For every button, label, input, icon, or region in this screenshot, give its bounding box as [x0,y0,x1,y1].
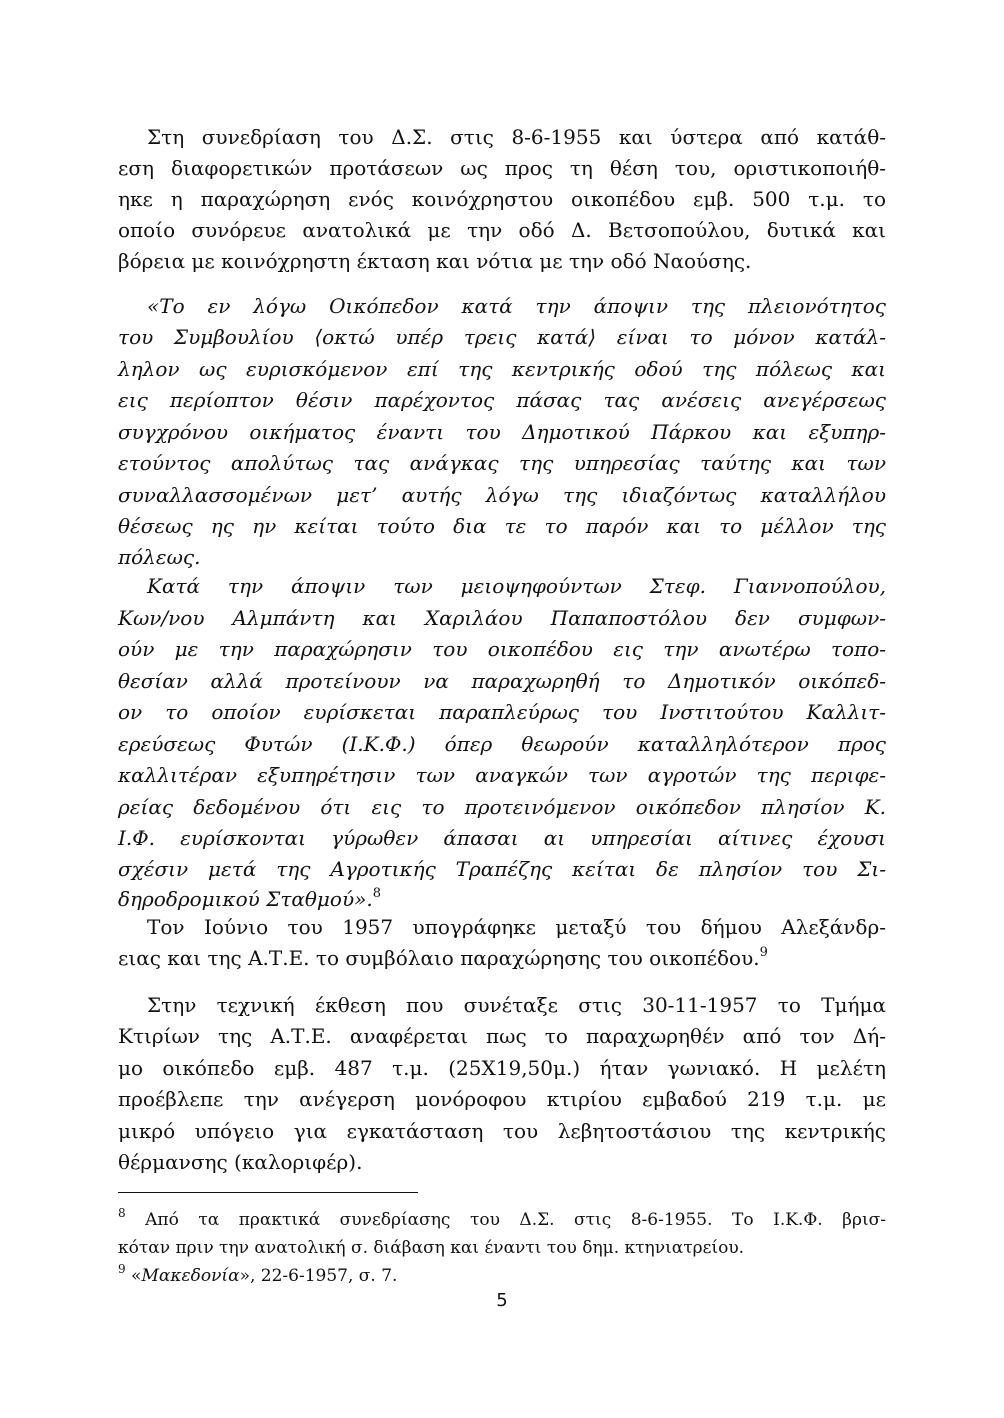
footnote-text: Από τα πρακτικά συνεδρίασης του Δ.Σ. στις 8-6-1955. Το Ι.Κ.Φ. βρισ- [145,1210,887,1230]
text-line: καλλιτέραν εξυπηρέτησιν των αναγκών των αγροτών της περιφε- [118,763,886,787]
footnote-text-rest: », 22-6-1957, σ. 7. [239,1266,398,1286]
footnote-ref-8[interactable]: 8 [372,886,381,901]
footnote-9 [118,1262,886,1290]
text-line: Στη συνεδρίαση του Δ.Σ. στις 8-6-1955 και ύστερα από κατάθ- [147,125,886,149]
text-line: ηκε η παραχώρηση ενός κοινόχρηστου οικοπέδου εμβ. 500 τ.μ. το [118,187,886,211]
text-line: Ι.Φ. ευρίσκονται γύρωθεν άπασαι αι υπηρεσίαι αίτινες έχουσι [118,826,886,850]
text-line: του Συμβουλίου ⟨οκτώ υπέρ τρεις κατά⟩ είναι το μόνον κατάλ- [118,325,886,349]
text-line: Κατά την άποψιν των μειοψηφούντων Στεφ. Γιαννοπούλου, [147,574,886,598]
text-line: ον το οποίον ευρίσκεται παραπλεύρως του Ινστιτούτου Καλλιτ- [118,700,886,724]
footnote-source-title: Μακεδονία [141,1266,240,1286]
text-line: εση διαφορετικών προτάσεων ως προς τη θέση του, οριστικοποιήθ- [118,156,886,180]
text-line: συναλλασσομένων μετ’ αυτής λόγω της ιδιαζόντως καταλλήλου [118,483,886,507]
text-line: ούν με την παραχώρησιν του οικοπέδου εις την ανωτέρω τοπο- [118,637,886,661]
text-line: προέβλεπε την ανέγερση μονόροφου κτιρίου εμβαδού 219 τ.μ. με [118,1087,886,1111]
text-line: σχέσιν μετά της Αγροτικής Τραπέζης κείται δε πλησίον του Σι- [118,857,886,881]
text-line: συγχρόνου οικήματος έναντι του Δημοτικού Πάρκου και εξυπηρ- [118,420,886,444]
text-line: θέρμανσης (καλοριφέρ). [118,1150,363,1174]
footnote-mark: 9 [118,1262,126,1276]
text-line [118,942,886,974]
text-line: Κων/νου Αλμπάντη και Χαριλάου Παπαποστόλου δεν συμφων- [118,606,886,630]
text-line: «Το εν λόγω Οικόπεδον κατά την άποψιν της πλειονότητος [147,294,886,318]
text-line: μο οικόπεδο εμβ. 487 τ.μ. (25Χ19,50μ.) ήταν γωνιακό. Η μελέτη [118,1056,886,1080]
text-line: μικρό υπόγειο για εγκατάσταση του λεβητοστάσιου της κεντρικής [118,1119,886,1143]
text-line: ρείας δεδομένου ότι εις το προτεινόμενον οικόπεδον πλησίον Κ. [118,795,886,819]
footnote-mark: 8 [118,1206,126,1220]
text-line: οποίο συνόρευε ανατολικά με την οδό Δ. Βετσοπούλου, δυτικά και [118,218,886,242]
text-line: Τον Ιούνιο του 1957 υπογράφηκε μεταξύ του δήμου Αλεξάνδρ- [147,915,886,939]
footnote-8 [118,1206,886,1234]
text-line: ετούντος απολύτως τας ανάγκας της υπηρεσίας ταύτης και των [118,451,886,475]
text-line-content: ειας και της Α.Τ.Ε. το συμβόλαιο παραχώρησης του οικοπέδου. [118,946,760,970]
text-line: Κτιρίων της Α.Τ.Ε. αναφέρεται πως το παραχωρηθέν από τον Δή- [118,1024,886,1048]
text-line: πόλεως. [118,545,201,569]
text-line: θεσίαν αλλά προτείνουν να παραχωρηθή το Δημοτικόν οικόπεδ- [118,669,886,693]
text-line: βόρεια με κοινόχρηστη έκταση και νότια με την οδό Ναούσης. [118,249,752,273]
text-line: ερεύσεως Φυτών (Ι.Κ.Φ.) όπερ θεωρούν καταλληλότερον προς [118,732,886,756]
text-line: Στην τεχνική έκθεση που συνέταξε στις 30-11-1957 το Τμήμα [147,993,886,1017]
text-line: εις περίοπτον θέσιν παρέχοντος πάσας τας ανέσεις ανεγέρσεως [118,388,886,412]
footnote-ref-9[interactable]: 9 [759,945,768,960]
page-number: 5 [496,1290,508,1311]
footnote-text-open: « [131,1266,142,1286]
text-line: ληλον ως ευρισκόμενον επί της κεντρικής οδού της πόλεως και [118,357,886,381]
text-line-content: δηροδρομικού Σταθμού». [118,887,373,911]
text-line: θέσεως ης ην κείται τούτο δια τε το παρόν και το μέλλον της [118,514,886,538]
footnote-separator [118,1192,418,1193]
footnote-8-continued: κόταν πριν την ανατολική σ. διάβαση και έναντι του δημ. κτηνιατρείου. [118,1238,745,1258]
